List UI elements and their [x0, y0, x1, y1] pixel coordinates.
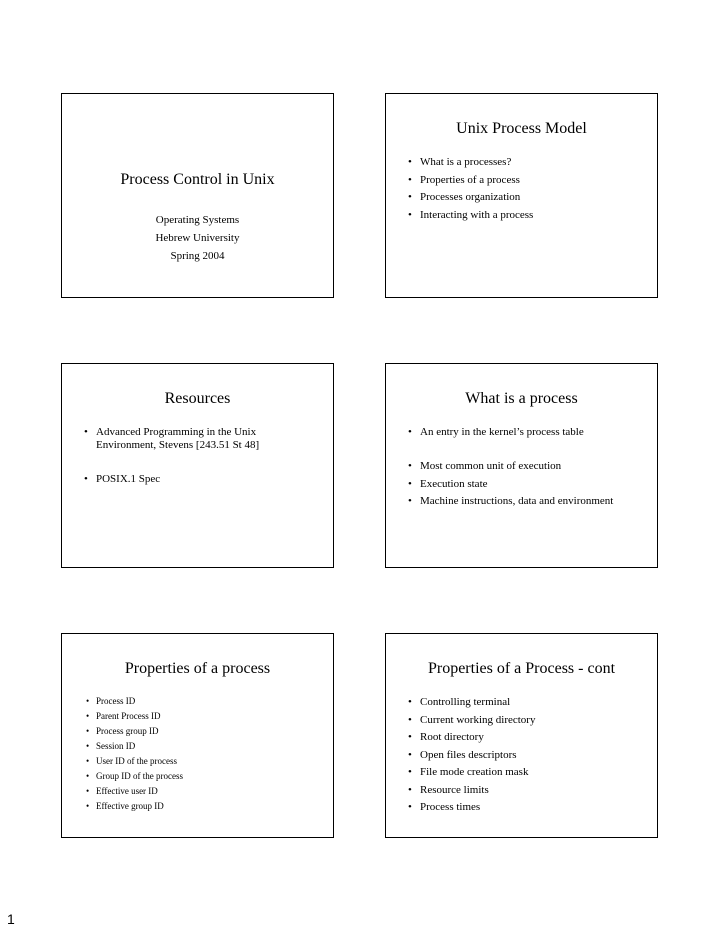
- slide-title: Properties of a Process - cont: [427, 660, 616, 677]
- bullet-item: • Properties of a process: [408, 174, 647, 187]
- bullet-item: • Open files descriptors: [408, 749, 647, 762]
- bullet-item: • Machine instructions, data and environment: [408, 495, 647, 508]
- subtitle-line: Hebrew University: [155, 232, 240, 244]
- bullet-item: • Process ID: [86, 696, 323, 707]
- bullet-item: • Process times: [408, 801, 647, 814]
- slide-6: [385, 633, 658, 838]
- bullet-item: • Effective user ID: [86, 786, 323, 797]
- page-number: 1: [7, 911, 15, 927]
- bullet-item: • Process group ID: [86, 726, 323, 737]
- bullet-item: • User ID of the process: [86, 756, 323, 767]
- bullet-item: • Controlling terminal: [408, 696, 647, 709]
- bullet-item: • Session ID: [86, 741, 323, 752]
- bullet-item: • An entry in the kernel’s process table: [408, 426, 647, 439]
- slide-title: Unix Process Model: [456, 120, 587, 137]
- bullet-item: • Parent Process ID: [86, 711, 323, 722]
- slide-subtitle: [62, 211, 333, 265]
- bullet-item: • POSIX.1 Spec: [84, 473, 313, 486]
- bullet-item: • Effective group ID: [86, 801, 323, 812]
- slide-title: What is a process: [465, 390, 578, 407]
- bullet-item: • Root directory: [408, 731, 647, 744]
- subtitle-line: Operating Systems: [155, 214, 240, 226]
- bullet-item: • File mode creation mask: [408, 766, 647, 779]
- slide-4: [385, 363, 658, 568]
- bullet-list: [86, 696, 323, 816]
- bullet-item: • Interacting with a process: [408, 209, 647, 222]
- slide-3: [61, 363, 334, 568]
- bullet-item: • Current working directory: [408, 714, 647, 727]
- slide-1: [61, 93, 334, 298]
- bullet-list: [408, 426, 647, 513]
- slide-2: [385, 93, 658, 298]
- bullet-list: [84, 426, 313, 507]
- subtitle-line: Spring 2004: [170, 250, 225, 262]
- slide-title: Resources: [164, 390, 231, 407]
- bullet-item: • Processes organization: [408, 191, 647, 204]
- slide-5: [61, 633, 334, 838]
- bullet-item: • Advanced Programming in the Unix Environment, Stevens [243.51 St 48]: [84, 426, 313, 452]
- slide-title: Process Control in Unix: [120, 171, 275, 188]
- bullet-item: • Resource limits: [408, 784, 647, 797]
- bullet-item: • Most common unit of execution: [408, 460, 647, 473]
- bullet-item: • Execution state: [408, 478, 647, 491]
- bullet-list: [408, 696, 647, 819]
- bullet-list: [408, 156, 647, 226]
- bullet-item: • Group ID of the process: [86, 771, 323, 782]
- bullet-item: • What is a processes?: [408, 156, 647, 169]
- slide-title: Properties of a process: [124, 660, 271, 677]
